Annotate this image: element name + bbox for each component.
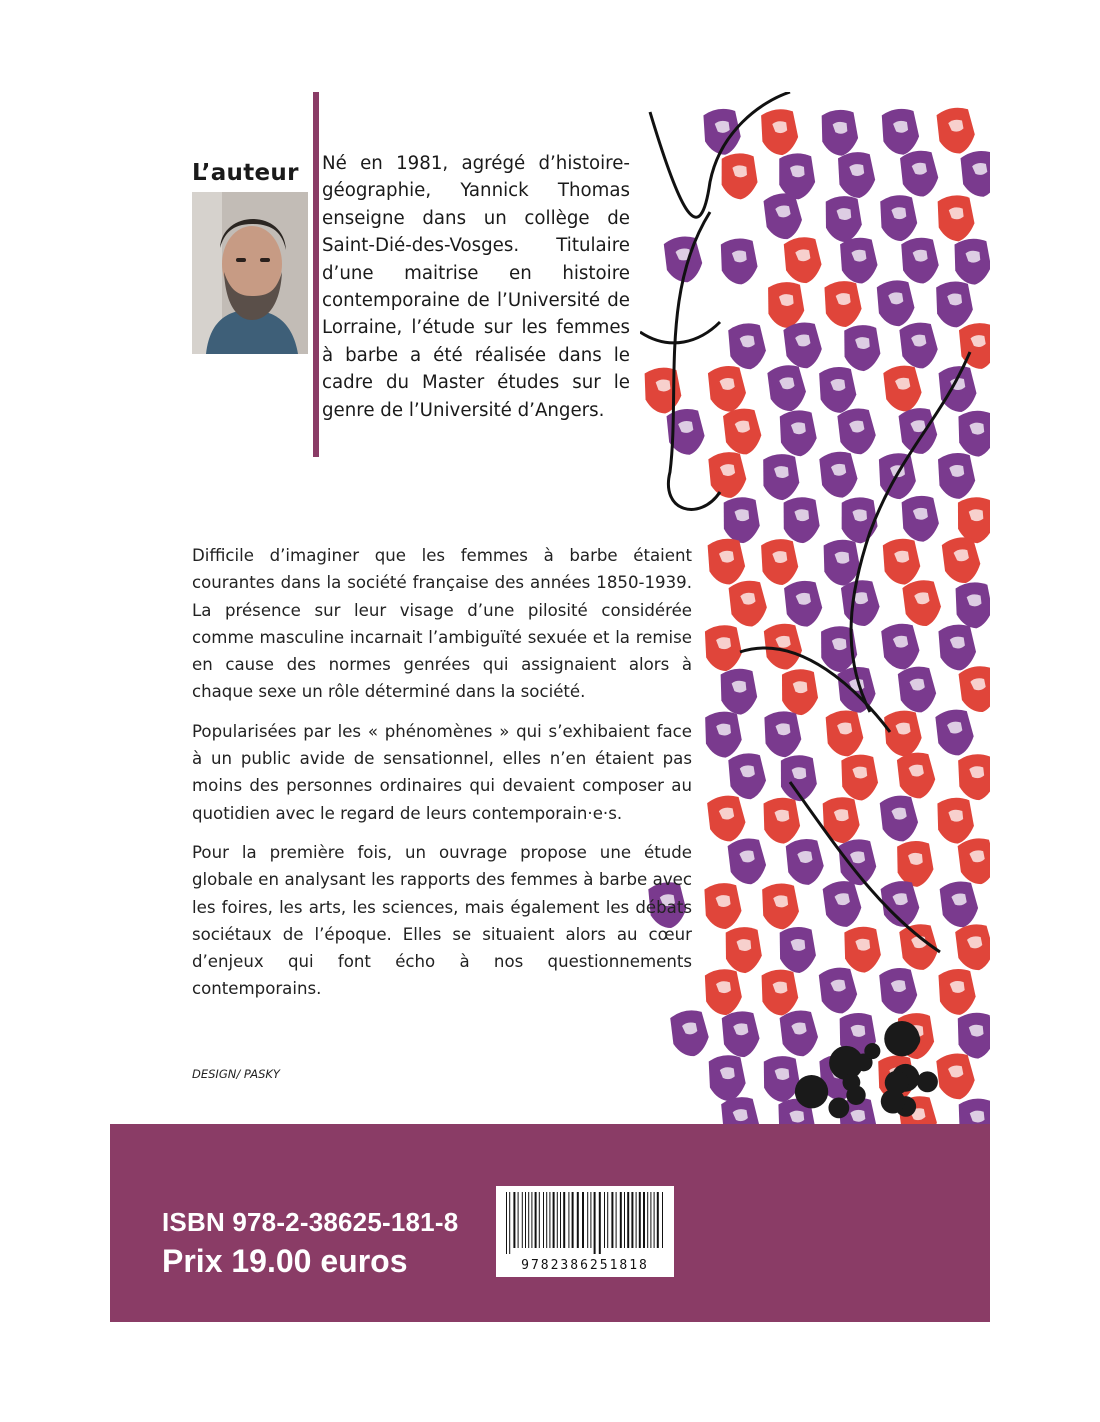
- bearded-face-motif: [933, 707, 977, 759]
- bearded-face-motif: [723, 926, 763, 975]
- bearded-face-motif: [719, 152, 758, 201]
- bearded-face-motif: [704, 793, 748, 845]
- bearded-face-motif: [781, 578, 825, 630]
- barcode-bar: [553, 1192, 555, 1248]
- bearded-face-motif: [759, 537, 801, 587]
- bearded-face-motif: [953, 581, 990, 631]
- blurb-paragraph-1: Difficile d’imaginer que les femmes à barbe étaient courantes dans la société française des années 1850-1939. La présence sur leur visage d’une pilosité considérée comme masculine incarnait l’ambiguïté sexuée et la remise en cause des normes genrées qui assignaient alors à chaque sexe un rôle déterminé dans la société.: [192, 546, 692, 702]
- bearded-face-motif: [952, 921, 990, 973]
- bearded-face-motif: [823, 708, 866, 759]
- barcode-bar: [528, 1192, 529, 1248]
- bearded-face-motif: [780, 668, 820, 717]
- bearded-face-motif: [761, 1055, 801, 1104]
- ink-blot: [885, 1071, 909, 1095]
- bearded-face-motif: [839, 753, 880, 803]
- bearded-face-motif: [879, 621, 923, 673]
- barcode-bar: [546, 1192, 547, 1248]
- bearded-face-motif: [781, 496, 821, 545]
- bearded-face-motif: [956, 752, 990, 802]
- bearded-face-motif: [958, 148, 990, 200]
- cover-artwork: [640, 92, 990, 1124]
- barcode-bar: [620, 1192, 622, 1248]
- barcode-bar: [654, 1192, 655, 1248]
- bearded-face-motif: [934, 280, 975, 330]
- bearded-face-motif: [878, 193, 919, 243]
- barcode-bar: [577, 1192, 579, 1248]
- bearded-face-motif: [842, 925, 883, 975]
- design-credit: DESIGN/ PASKY: [192, 1067, 280, 1081]
- bearded-face-motif: [936, 622, 979, 673]
- bearded-face-motif: [937, 879, 981, 931]
- barcode-bar: [647, 1192, 648, 1248]
- bearded-face-motif: [897, 148, 941, 200]
- barcode-bar: [513, 1192, 515, 1248]
- bearded-face-motif: [956, 663, 990, 715]
- barcode-bar: [590, 1192, 591, 1248]
- bearded-face-motif: [760, 882, 801, 932]
- barcode-bar: [636, 1192, 637, 1248]
- bearded-face-motif: [874, 278, 917, 329]
- ink-blot: [795, 1075, 828, 1108]
- barcode-bar: [611, 1192, 613, 1248]
- ink-blot: [917, 1071, 938, 1092]
- barcode-bars: [506, 1192, 664, 1254]
- isbn-text: ISBN 978-2-38625-181-8: [162, 1207, 459, 1237]
- bearded-face-motif: [702, 967, 744, 1017]
- bearded-face-motif: [706, 1053, 747, 1103]
- bearded-face-motif: [719, 1009, 762, 1060]
- bearded-face-motif: [703, 710, 744, 760]
- bearded-face-motif: [935, 796, 976, 845]
- bearded-face-motif: [934, 1051, 978, 1103]
- price-text: Prix 19.00 euros: [162, 1243, 408, 1279]
- bearded-face-motif: [823, 195, 863, 244]
- bearded-face-motif: [955, 835, 990, 887]
- author-portrait-image: [192, 192, 308, 354]
- barcode-bar: [657, 1192, 659, 1248]
- bearded-face-motif: [642, 366, 683, 416]
- bearded-face-motif: [725, 836, 769, 888]
- bearded-face-motif: [881, 363, 925, 415]
- author-photo: [192, 192, 308, 354]
- bearded-face-motif: [759, 968, 800, 1018]
- barcode-bar: [650, 1192, 651, 1248]
- bearded-face-motif: [877, 793, 921, 845]
- bearded-face-motif: [726, 751, 769, 802]
- bearded-face-motif: [720, 406, 764, 458]
- bearded-face-motif: [952, 237, 990, 287]
- bearded-face-motif: [842, 324, 882, 373]
- blurb-paragraph-2: Popularisées par les « phénomènes » qui s’exhibaient face à un public avide de sensationnel, elles n’en étaient pas moins des personnes ordinaires qui devaient composer au quotidien avec le regard de leurs contemporain·e·s.: [192, 721, 692, 823]
- barcode-bar: [624, 1192, 625, 1248]
- bearded-face-motif: [777, 152, 816, 201]
- bearded-face-motif: [899, 494, 941, 545]
- bearded-faces-illustration: [640, 92, 990, 1124]
- bearded-face-motif: [705, 536, 747, 587]
- barcode: [496, 1186, 674, 1277]
- bearded-face-motif: [761, 453, 801, 502]
- bearded-face-motif: [781, 235, 824, 286]
- barcode-bar: [599, 1192, 601, 1254]
- bearded-face-motif: [820, 878, 865, 930]
- bearded-face-motif: [761, 796, 802, 846]
- bearded-face-motif: [936, 364, 979, 415]
- barcode-bar: [572, 1192, 574, 1248]
- ink-blot: [842, 1074, 860, 1092]
- barcode-bar: [518, 1192, 519, 1248]
- bearded-face-motif: [766, 281, 806, 330]
- barcode-bar: [607, 1192, 608, 1248]
- barcode-bar: [616, 1192, 617, 1248]
- bearded-face-motif: [718, 667, 759, 717]
- bearded-face-motif: [820, 795, 861, 845]
- bearded-face-motif: [721, 496, 761, 545]
- bearded-face-motif: [835, 150, 877, 200]
- bearded-face-motif: [956, 409, 990, 459]
- author-divider-line: [313, 92, 319, 457]
- bearded-face-motif: [935, 451, 977, 501]
- bearded-face-motif: [777, 408, 818, 458]
- bearded-face-motif: [759, 107, 801, 157]
- barcode-bar: [631, 1192, 633, 1248]
- bearded-face-motif: [895, 664, 939, 716]
- bearded-face-motif: [897, 320, 941, 372]
- bearded-face-motif: [706, 449, 749, 500]
- barcode-bar: [594, 1192, 596, 1254]
- barcode-bar: [560, 1192, 561, 1248]
- bearded-face-motif: [702, 623, 743, 673]
- barcode-bar: [531, 1192, 532, 1248]
- barcode-bar: [627, 1192, 629, 1248]
- bearded-face-motif: [822, 279, 864, 329]
- bearded-face-motif: [894, 750, 938, 802]
- bearded-face-motif: [705, 363, 749, 415]
- barcode-bar: [639, 1192, 641, 1248]
- bearded-face-motif: [668, 1008, 712, 1060]
- bearded-face-motif: [899, 235, 941, 286]
- bearded-face-motif: [702, 881, 744, 931]
- barcode-bar: [587, 1192, 588, 1248]
- barcode-bar: [539, 1192, 540, 1248]
- barcode-bar: [549, 1192, 550, 1248]
- barcode-bar: [525, 1192, 526, 1248]
- barcode-bar: [582, 1192, 584, 1248]
- bearded-face-motif: [877, 965, 920, 1017]
- bearded-face-motif: [956, 320, 990, 371]
- author-heading: L’auteur: [192, 160, 299, 186]
- bearded-face-motif: [817, 365, 859, 415]
- blurb-paragraph-3: Pour la première fois, un ouvrage propose une étude globale en analysant les rapports des femmes à barbe avec les foires, les arts, les sciences, mais également les débats sociétaux de l’époque. Elles se situaient alors au cœur d’enjeux qui font écho à nos questionnements contemporains.: [192, 842, 692, 999]
- bearded-face-motif: [934, 105, 978, 157]
- barcode-bar: [557, 1192, 558, 1248]
- bearded-face-motif: [777, 1008, 821, 1060]
- bearded-face-motif: [955, 1011, 990, 1061]
- barcode-bar: [662, 1192, 663, 1248]
- barcode-number: 9782386251818: [521, 1258, 649, 1273]
- ink-blot: [902, 1030, 921, 1049]
- bearded-face-motif: [762, 709, 803, 759]
- barcode-bar: [568, 1192, 569, 1248]
- bearded-face-motif: [839, 496, 878, 545]
- bearded-face-motif: [836, 837, 879, 888]
- ink-line: [640, 322, 720, 343]
- bearded-face-motif: [956, 1097, 990, 1124]
- ink-blot: [828, 1097, 849, 1118]
- bearded-face-motif: [935, 194, 976, 244]
- barcode-bar: [535, 1192, 537, 1248]
- bearded-face-motif: [726, 321, 769, 372]
- bearded-face-motif: [816, 965, 860, 1017]
- author-bio: Né en 1981, agrégé d’histoire-géographie, Yannick Thomas enseigne dans un collège de Saint-Dié-des-Vosges. Titulaire d’une maitrise en histoire contemporaine de l’Université de Lorraine, l’étude sur les femmes à barbe a été réalisée dans le cadre du Master études sur le genre de l’Université d’Angers.: [322, 153, 630, 421]
- bearded-face-motif: [896, 405, 941, 457]
- book-blurb: [192, 542, 692, 1015]
- bearded-face-motif: [882, 708, 925, 759]
- barcode-bar: [506, 1192, 507, 1254]
- bearded-face-motif: [726, 578, 770, 630]
- footer-band: [110, 1124, 990, 1322]
- bearded-face-motif: [835, 406, 879, 458]
- bearded-face-motif: [718, 237, 759, 287]
- bearded-face-motif: [879, 107, 921, 158]
- barcode-bar: [643, 1192, 645, 1248]
- barcode-bar: [522, 1192, 523, 1248]
- bearded-face-motif: [880, 536, 922, 587]
- bearded-face-motif: [817, 449, 861, 501]
- barcode-bar: [604, 1192, 605, 1248]
- bearded-face-motif: [837, 235, 879, 286]
- ink-blot: [864, 1043, 880, 1059]
- bearded-face-motif: [956, 496, 990, 545]
- barcode-bar: [509, 1192, 510, 1254]
- barcode-bar: [543, 1192, 544, 1248]
- bearded-face-motif: [936, 967, 978, 1017]
- bearded-face-motif: [900, 577, 945, 629]
- bearded-face-motif: [819, 108, 859, 157]
- bearded-face-motif: [777, 926, 817, 975]
- barcode-bar: [563, 1192, 565, 1248]
- bearded-face-motif: [765, 362, 810, 414]
- bearded-face-motif: [783, 836, 826, 888]
